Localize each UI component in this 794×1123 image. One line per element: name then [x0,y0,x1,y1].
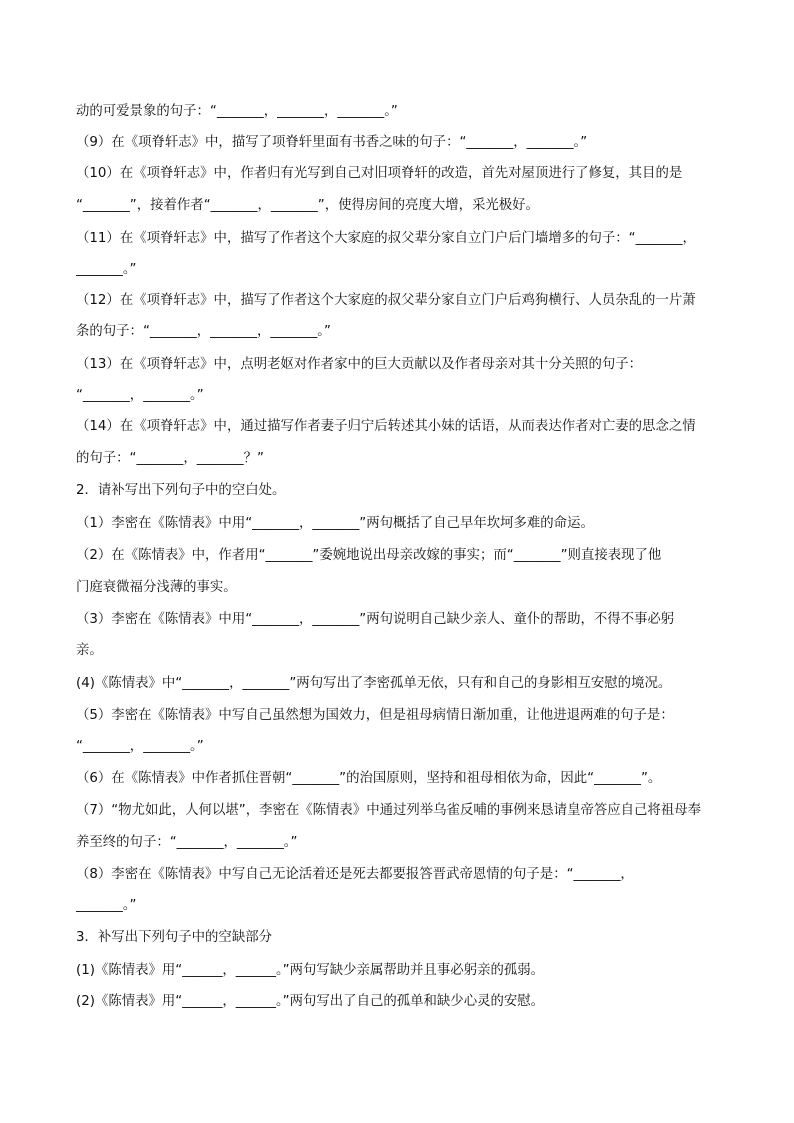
question-13-line-1: （13）在《项脊轩志》中，点明老妪对作者家中的巨大贡献以及作者母亲对其十分关照的句子： [76,357,643,372]
question-10-line-2: “_______”，接着作者“_______，_______”，使得房间的亮度大增，采光极好。 [76,198,539,213]
question-11-line-1: （11）在《项脊轩志》中，描写了作者这个大家庭的叔父辈分家自立门户后门墙增多的句子：“_______， [76,231,696,246]
question-9-line: （9）在《项脊轩志》中，描写了项脊轩里面有书香之味的句子：“_______，_______。” [76,135,588,150]
question-14-line-1: （14）在《项脊轩志》中，通过描写作者妻子归宁后转述其小妹的话语，从而表达作者对亡妻的思念之情 [76,419,696,434]
section-3-heading: 3．补写出下列句子中的空缺部分 [76,930,272,945]
section-2-heading: 2．请补写出下列句子中的空白处。 [76,483,286,498]
s2-question-5-line-2: “_______，_______。” [76,739,204,754]
text-line: 动的可爱景象的句子：“_______，_______，_______。” [76,104,398,119]
question-12-line-2: 条的句子：“_______，_______，_______。” [76,324,331,339]
s2-question-6-line: （6）在《陈情表》中作者抓住晋朝“_______”的治国原则，坚持和祖母相依为命，因此“_______”。 [76,771,662,786]
question-10-line-1: （10）在《项脊轩志》中，作者归有光写到自己对旧项脊轩的改造，首先对屋顶进行了修复，其目的是 [76,166,683,181]
s2-question-7-line-1: （7）“物尤如此，人何以堪”，李密在《陈情表》中通过列举乌雀反哺的事例来恳请皇帝答应自己将祖母奉 [76,803,701,818]
s3-question-1-line: (1)《陈情表》用“______，______。”两句写缺少亲属帮助并且事必躬亲的孤弱。 [76,963,545,978]
s2-question-3-line-1: （3）李密在《陈情表》中用“_______，_______”两句说明自己缺少亲人、童仆的帮助，不得不事必躬 [76,612,675,627]
question-12-line-1: （12）在《项脊轩志》中，描写了作者这个大家庭的叔父辈分家自立门户后鸡狗横行、人员杂乱的一片萧 [76,293,696,308]
s2-question-3-line-2: 亲。 [76,643,103,658]
s2-question-8-line-1: （8）李密在《陈情表》中写自己无论活着还是死去都要报答晋武帝恩情的句子是：“_______， [76,867,634,882]
s2-question-5-line-1: （5）李密在《陈情表》中写自己虽然想为国效力，但是祖母病情日渐加重，让他进退两难的句子是： [76,708,674,723]
s2-question-1-line: （1）李密在《陈情表》中用“_______，_______”两句概括了自己早年坎坷多难的命运。 [76,516,594,531]
question-14-line-2: 的句子：“_______，_______？” [76,451,264,466]
question-13-line-2: “_______，_______。” [76,388,204,403]
s2-question-2-line-2: 门庭衰微福分浅薄的事实。 [76,580,237,595]
s2-question-8-line-2: _______。” [76,898,137,913]
question-11-line-2: _______。” [76,262,137,277]
s2-question-7-line-2: 养至终的句子：“_______，_______。” [76,835,298,850]
s2-question-4-line: (4)《陈情表》中“_______，_______”两句写出了李密孤单无依，只有和自己的身影相互安慰的境况。 [76,676,672,691]
s3-question-2-line: (2)《陈情表》用“______，______。”两句写出了自己的孤单和缺少心灵的安慰。 [76,994,545,1009]
s2-question-2-line-1: （2）在《陈情表》中，作者用“_______”委婉地说出母亲改嫁的事实；而“_______”则直接表现了他 [76,548,662,563]
